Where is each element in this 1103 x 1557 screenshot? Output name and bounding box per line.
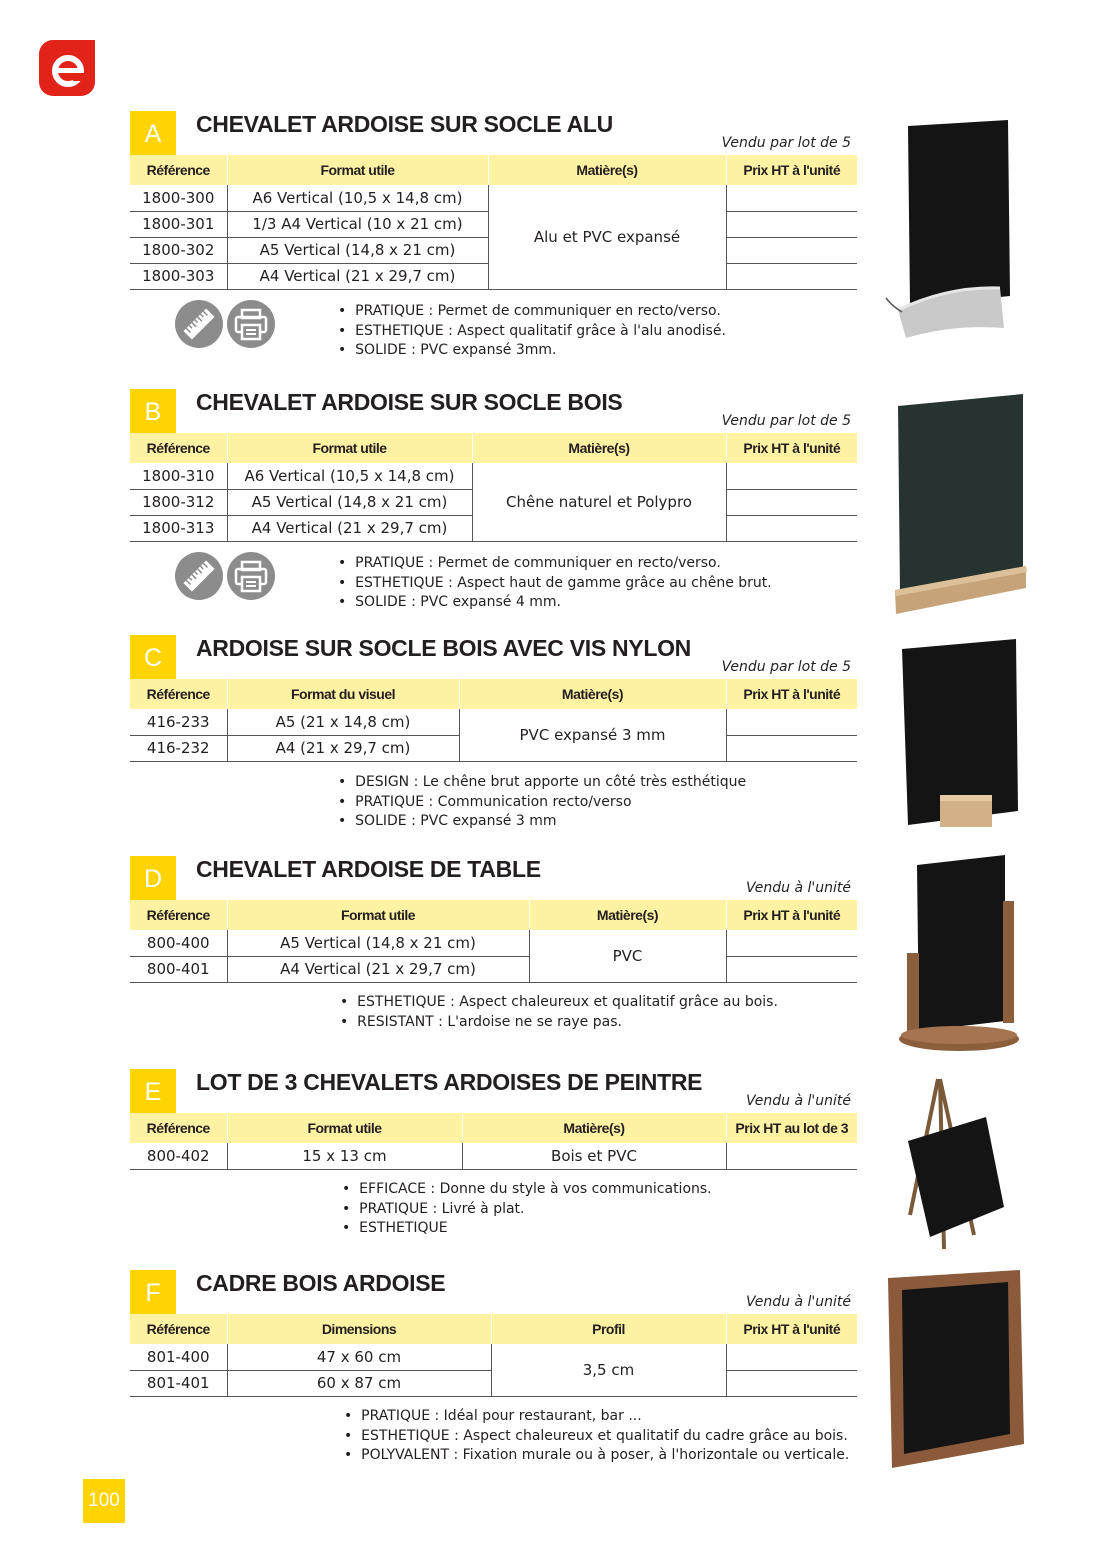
format-cell: A4 (21 x 29,7 cm) bbox=[227, 735, 459, 761]
column-header: Matière(s) bbox=[472, 433, 726, 463]
list-item bbox=[338, 574, 772, 594]
spec-table bbox=[130, 1314, 857, 1397]
format-cell: A5 Vertical (14,8 x 21 cm) bbox=[227, 489, 472, 515]
section-title: CHEVALET ARDOISE DE TABLE bbox=[196, 856, 541, 882]
column-header: Matière(s) bbox=[529, 900, 726, 930]
reference-cell: 801-400 bbox=[130, 1344, 227, 1370]
feature-keyword: PRATIQUE bbox=[355, 555, 425, 571]
column-header: Référence bbox=[130, 433, 227, 463]
table-row bbox=[130, 956, 857, 982]
column-header: Format utile bbox=[227, 155, 488, 185]
sold-by: Vendu par lot de 5 bbox=[721, 413, 851, 429]
list-item bbox=[338, 302, 726, 322]
list-item bbox=[338, 341, 726, 361]
section-letter: D bbox=[130, 856, 176, 902]
feature-keyword: RESISTANT bbox=[357, 1013, 434, 1030]
column-header: Prix HT à l'unité bbox=[726, 155, 857, 185]
spec-table bbox=[130, 433, 857, 542]
format-cell: A5 Vertical (14,8 x 21 cm) bbox=[227, 237, 488, 263]
column-header: Format utile bbox=[227, 433, 472, 463]
product-photo-b bbox=[890, 392, 1035, 617]
table-header-row bbox=[130, 433, 857, 463]
spec-table bbox=[130, 900, 857, 983]
column-header: Matière(s) bbox=[488, 155, 726, 185]
material-cell: Bois et PVC bbox=[462, 1143, 726, 1169]
feature-text: : Aspect haut de gamme grâce au chêne brut. bbox=[443, 574, 772, 591]
sold-by: Vendu par lot de 5 bbox=[721, 659, 851, 675]
section-title: LOT DE 3 CHEVALETS ARDOISES DE PEINTRE bbox=[196, 1069, 703, 1095]
page-number: 100 bbox=[83, 1479, 125, 1523]
feature-text: : L'ardoise ne se raye pas. bbox=[433, 1013, 622, 1030]
list-item bbox=[340, 993, 778, 1013]
feature-list bbox=[338, 302, 726, 361]
feature-list bbox=[342, 1180, 712, 1239]
column-header: Matière(s) bbox=[462, 1113, 726, 1143]
price-cell bbox=[726, 1344, 857, 1370]
feature-text: : PVC expansé 3mm. bbox=[406, 342, 557, 358]
feature-text: : Idéal pour restaurant, bar ... bbox=[430, 1408, 642, 1424]
feature-keyword: SOLIDE bbox=[355, 342, 407, 358]
feature-list bbox=[338, 554, 772, 613]
spec-table bbox=[130, 1113, 857, 1170]
price-cell bbox=[726, 489, 857, 515]
reference-cell: 801-401 bbox=[130, 1370, 227, 1396]
product-photo-c bbox=[898, 637, 1022, 832]
spec-table bbox=[130, 679, 857, 762]
section-title: CHEVALET ARDOISE SUR SOCLE ALU bbox=[196, 111, 613, 137]
price-cell bbox=[726, 735, 857, 761]
feature-keyword: ESTHETIQUE bbox=[355, 322, 444, 339]
column-header: Matière(s) bbox=[459, 679, 726, 709]
feature-keyword: PRATIQUE bbox=[355, 303, 425, 319]
section-letter: E bbox=[130, 1069, 176, 1115]
table-header-row bbox=[130, 155, 857, 185]
reference-cell: 1800-312 bbox=[130, 489, 227, 515]
section-letter: A bbox=[130, 111, 176, 157]
reference-cell: 1800-313 bbox=[130, 515, 227, 541]
sold-by: Vendu à l'unité bbox=[746, 880, 851, 896]
feature-list bbox=[338, 773, 746, 832]
list-item bbox=[338, 812, 746, 832]
material-cell: Alu et PVC expansé bbox=[488, 185, 726, 289]
feature-text: : Permet de communiquer en recto/verso. bbox=[424, 555, 721, 571]
column-header: Prix HT à l'unité bbox=[726, 900, 857, 930]
column-header: Référence bbox=[130, 1314, 227, 1344]
table-row bbox=[130, 930, 857, 956]
feature-text: : Livré à plat. bbox=[428, 1200, 525, 1217]
spec-table bbox=[130, 155, 857, 290]
feature-text: : Aspect chaleureux et qualitatif grâce au bois. bbox=[445, 994, 778, 1010]
table-row bbox=[130, 1344, 857, 1370]
feature-list bbox=[340, 993, 778, 1032]
product-photo-e bbox=[900, 1075, 1010, 1255]
format-cell: A5 Vertical (14,8 x 21 cm) bbox=[227, 930, 529, 956]
sold-by: Vendu à l'unité bbox=[746, 1093, 851, 1109]
material-cell: Chêne naturel et Polypro bbox=[472, 463, 726, 541]
column-header: Profil bbox=[491, 1314, 726, 1344]
price-cell bbox=[726, 211, 857, 237]
section-letter: F bbox=[130, 1270, 176, 1316]
section-title: ARDOISE SUR SOCLE BOIS AVEC VIS NYLON bbox=[196, 635, 691, 661]
format-cell: A4 Vertical (21 x 29,7 cm) bbox=[227, 263, 488, 289]
column-header: Prix HT à l'unité bbox=[726, 433, 857, 463]
format-cell: A4 Vertical (21 x 29,7 cm) bbox=[227, 956, 529, 982]
feature-keyword: POLYVALENT bbox=[361, 1447, 450, 1463]
column-header: Prix HT à l'unité bbox=[726, 1314, 857, 1344]
ruler-icon bbox=[175, 552, 223, 600]
printer-icon bbox=[227, 552, 275, 600]
table-row bbox=[130, 185, 857, 211]
feature-list bbox=[344, 1407, 849, 1466]
reference-cell: 1800-303 bbox=[130, 263, 227, 289]
feature-keyword: PRATIQUE bbox=[359, 1200, 429, 1217]
column-header: Référence bbox=[130, 679, 227, 709]
material-cell: PVC bbox=[529, 930, 726, 982]
list-item bbox=[338, 793, 746, 813]
list-item bbox=[338, 773, 746, 793]
price-cell bbox=[726, 709, 857, 735]
table-header-row bbox=[130, 900, 857, 930]
column-header: Format du visuel bbox=[227, 679, 459, 709]
feature-text: : Le chêne brut apporte un côté très esthétique bbox=[409, 774, 747, 790]
format-cell: A5 (21 x 14,8 cm) bbox=[227, 709, 459, 735]
table-row bbox=[130, 463, 857, 489]
price-cell bbox=[726, 185, 857, 211]
reference-cell: 800-401 bbox=[130, 956, 227, 982]
product-photo-a bbox=[878, 118, 1038, 343]
feature-keyword: ESTHETIQUE bbox=[361, 1427, 450, 1444]
column-header: Référence bbox=[130, 155, 227, 185]
feature-text: : Fixation murale ou à poser, à l'horizontale ou verticale. bbox=[449, 1447, 850, 1463]
reference-cell: 1800-310 bbox=[130, 463, 227, 489]
feature-icons bbox=[175, 300, 275, 348]
price-cell bbox=[726, 1143, 857, 1169]
dimensions-cell: 47 x 60 cm bbox=[227, 1344, 491, 1370]
reference-cell: 800-402 bbox=[130, 1143, 227, 1169]
price-cell bbox=[726, 263, 857, 289]
price-cell bbox=[726, 956, 857, 982]
feature-text: : Communication recto/verso bbox=[424, 793, 632, 810]
feature-keyword: EFFICACE bbox=[359, 1181, 426, 1197]
section-title: CADRE BOIS ARDOISE bbox=[196, 1270, 446, 1296]
column-header: Dimensions bbox=[227, 1314, 491, 1344]
material-cell: PVC expansé 3 mm bbox=[459, 709, 726, 761]
feature-text: : Donne du style à vos communications. bbox=[425, 1181, 712, 1197]
feature-keyword: ESTHETIQUE bbox=[359, 1220, 448, 1236]
table-header-row bbox=[130, 1113, 857, 1143]
price-cell bbox=[726, 463, 857, 489]
feature-text: : PVC expansé 4 mm. bbox=[406, 594, 561, 610]
reference-cell: 1800-302 bbox=[130, 237, 227, 263]
list-item bbox=[344, 1446, 849, 1466]
column-header: Référence bbox=[130, 1113, 227, 1143]
list-item bbox=[344, 1407, 849, 1427]
table-row bbox=[130, 709, 857, 735]
reference-cell: 416-233 bbox=[130, 709, 227, 735]
column-header: Format utile bbox=[227, 900, 529, 930]
format-cell: A4 Vertical (21 x 29,7 cm) bbox=[227, 515, 472, 541]
printer-icon bbox=[227, 300, 275, 348]
format-cell: 15 x 13 cm bbox=[227, 1143, 462, 1169]
feature-text: : Permet de communiquer en recto/verso. bbox=[424, 303, 721, 319]
reference-cell: 1800-301 bbox=[130, 211, 227, 237]
feature-keyword: PRATIQUE bbox=[355, 793, 425, 810]
table-header-row bbox=[130, 679, 857, 709]
feature-keyword: SOLIDE bbox=[355, 813, 407, 829]
price-cell bbox=[726, 237, 857, 263]
list-item bbox=[340, 1013, 778, 1033]
feature-keyword: ESTHETIQUE bbox=[355, 574, 444, 591]
format-cell: 1/3 A4 Vertical (10 x 21 cm) bbox=[227, 211, 488, 237]
profile-cell: 3,5 cm bbox=[491, 1344, 726, 1396]
table-row bbox=[130, 1143, 857, 1169]
brand-logo bbox=[39, 40, 95, 96]
sold-by: Vendu à l'unité bbox=[746, 1294, 851, 1310]
reference-cell: 800-400 bbox=[130, 930, 227, 956]
reference-cell: 1800-300 bbox=[130, 185, 227, 211]
column-header: Format utile bbox=[227, 1113, 462, 1143]
list-item bbox=[338, 593, 772, 613]
section-letter: C bbox=[130, 635, 176, 681]
feature-keyword: PRATIQUE bbox=[361, 1408, 431, 1424]
dimensions-cell: 60 x 87 cm bbox=[227, 1370, 491, 1396]
feature-text: : PVC expansé 3 mm bbox=[406, 813, 557, 829]
list-item bbox=[344, 1427, 849, 1447]
product-photo-f bbox=[886, 1268, 1026, 1471]
section-letter: B bbox=[130, 389, 176, 435]
list-item bbox=[342, 1219, 712, 1239]
column-header: Prix HT au lot de 3 bbox=[726, 1113, 857, 1143]
column-header: Prix HT à l'unité bbox=[726, 679, 857, 709]
product-photo-d bbox=[893, 853, 1028, 1058]
ruler-icon bbox=[175, 300, 223, 348]
list-item bbox=[338, 554, 772, 574]
reference-cell: 416-232 bbox=[130, 735, 227, 761]
sold-by: Vendu par lot de 5 bbox=[721, 135, 851, 151]
feature-icons bbox=[175, 552, 275, 600]
column-header: Référence bbox=[130, 900, 227, 930]
feature-keyword: DESIGN bbox=[355, 774, 410, 790]
section-title: CHEVALET ARDOISE SUR SOCLE BOIS bbox=[196, 389, 623, 415]
list-item bbox=[338, 322, 726, 342]
feature-text: : Aspect chaleureux et qualitatif du cadre grâce au bois. bbox=[449, 1427, 848, 1444]
price-cell bbox=[726, 930, 857, 956]
list-item bbox=[342, 1200, 712, 1220]
price-cell bbox=[726, 515, 857, 541]
feature-text: : Aspect qualitatif grâce à l'alu anodisé. bbox=[443, 322, 726, 339]
table-header-row bbox=[130, 1314, 857, 1344]
feature-keyword: SOLIDE bbox=[355, 594, 407, 610]
format-cell: A6 Vertical (10,5 x 14,8 cm) bbox=[227, 463, 472, 489]
price-cell bbox=[726, 1370, 857, 1396]
format-cell: A6 Vertical (10,5 x 14,8 cm) bbox=[227, 185, 488, 211]
feature-keyword: ESTHETIQUE bbox=[357, 994, 446, 1010]
list-item bbox=[342, 1180, 712, 1200]
